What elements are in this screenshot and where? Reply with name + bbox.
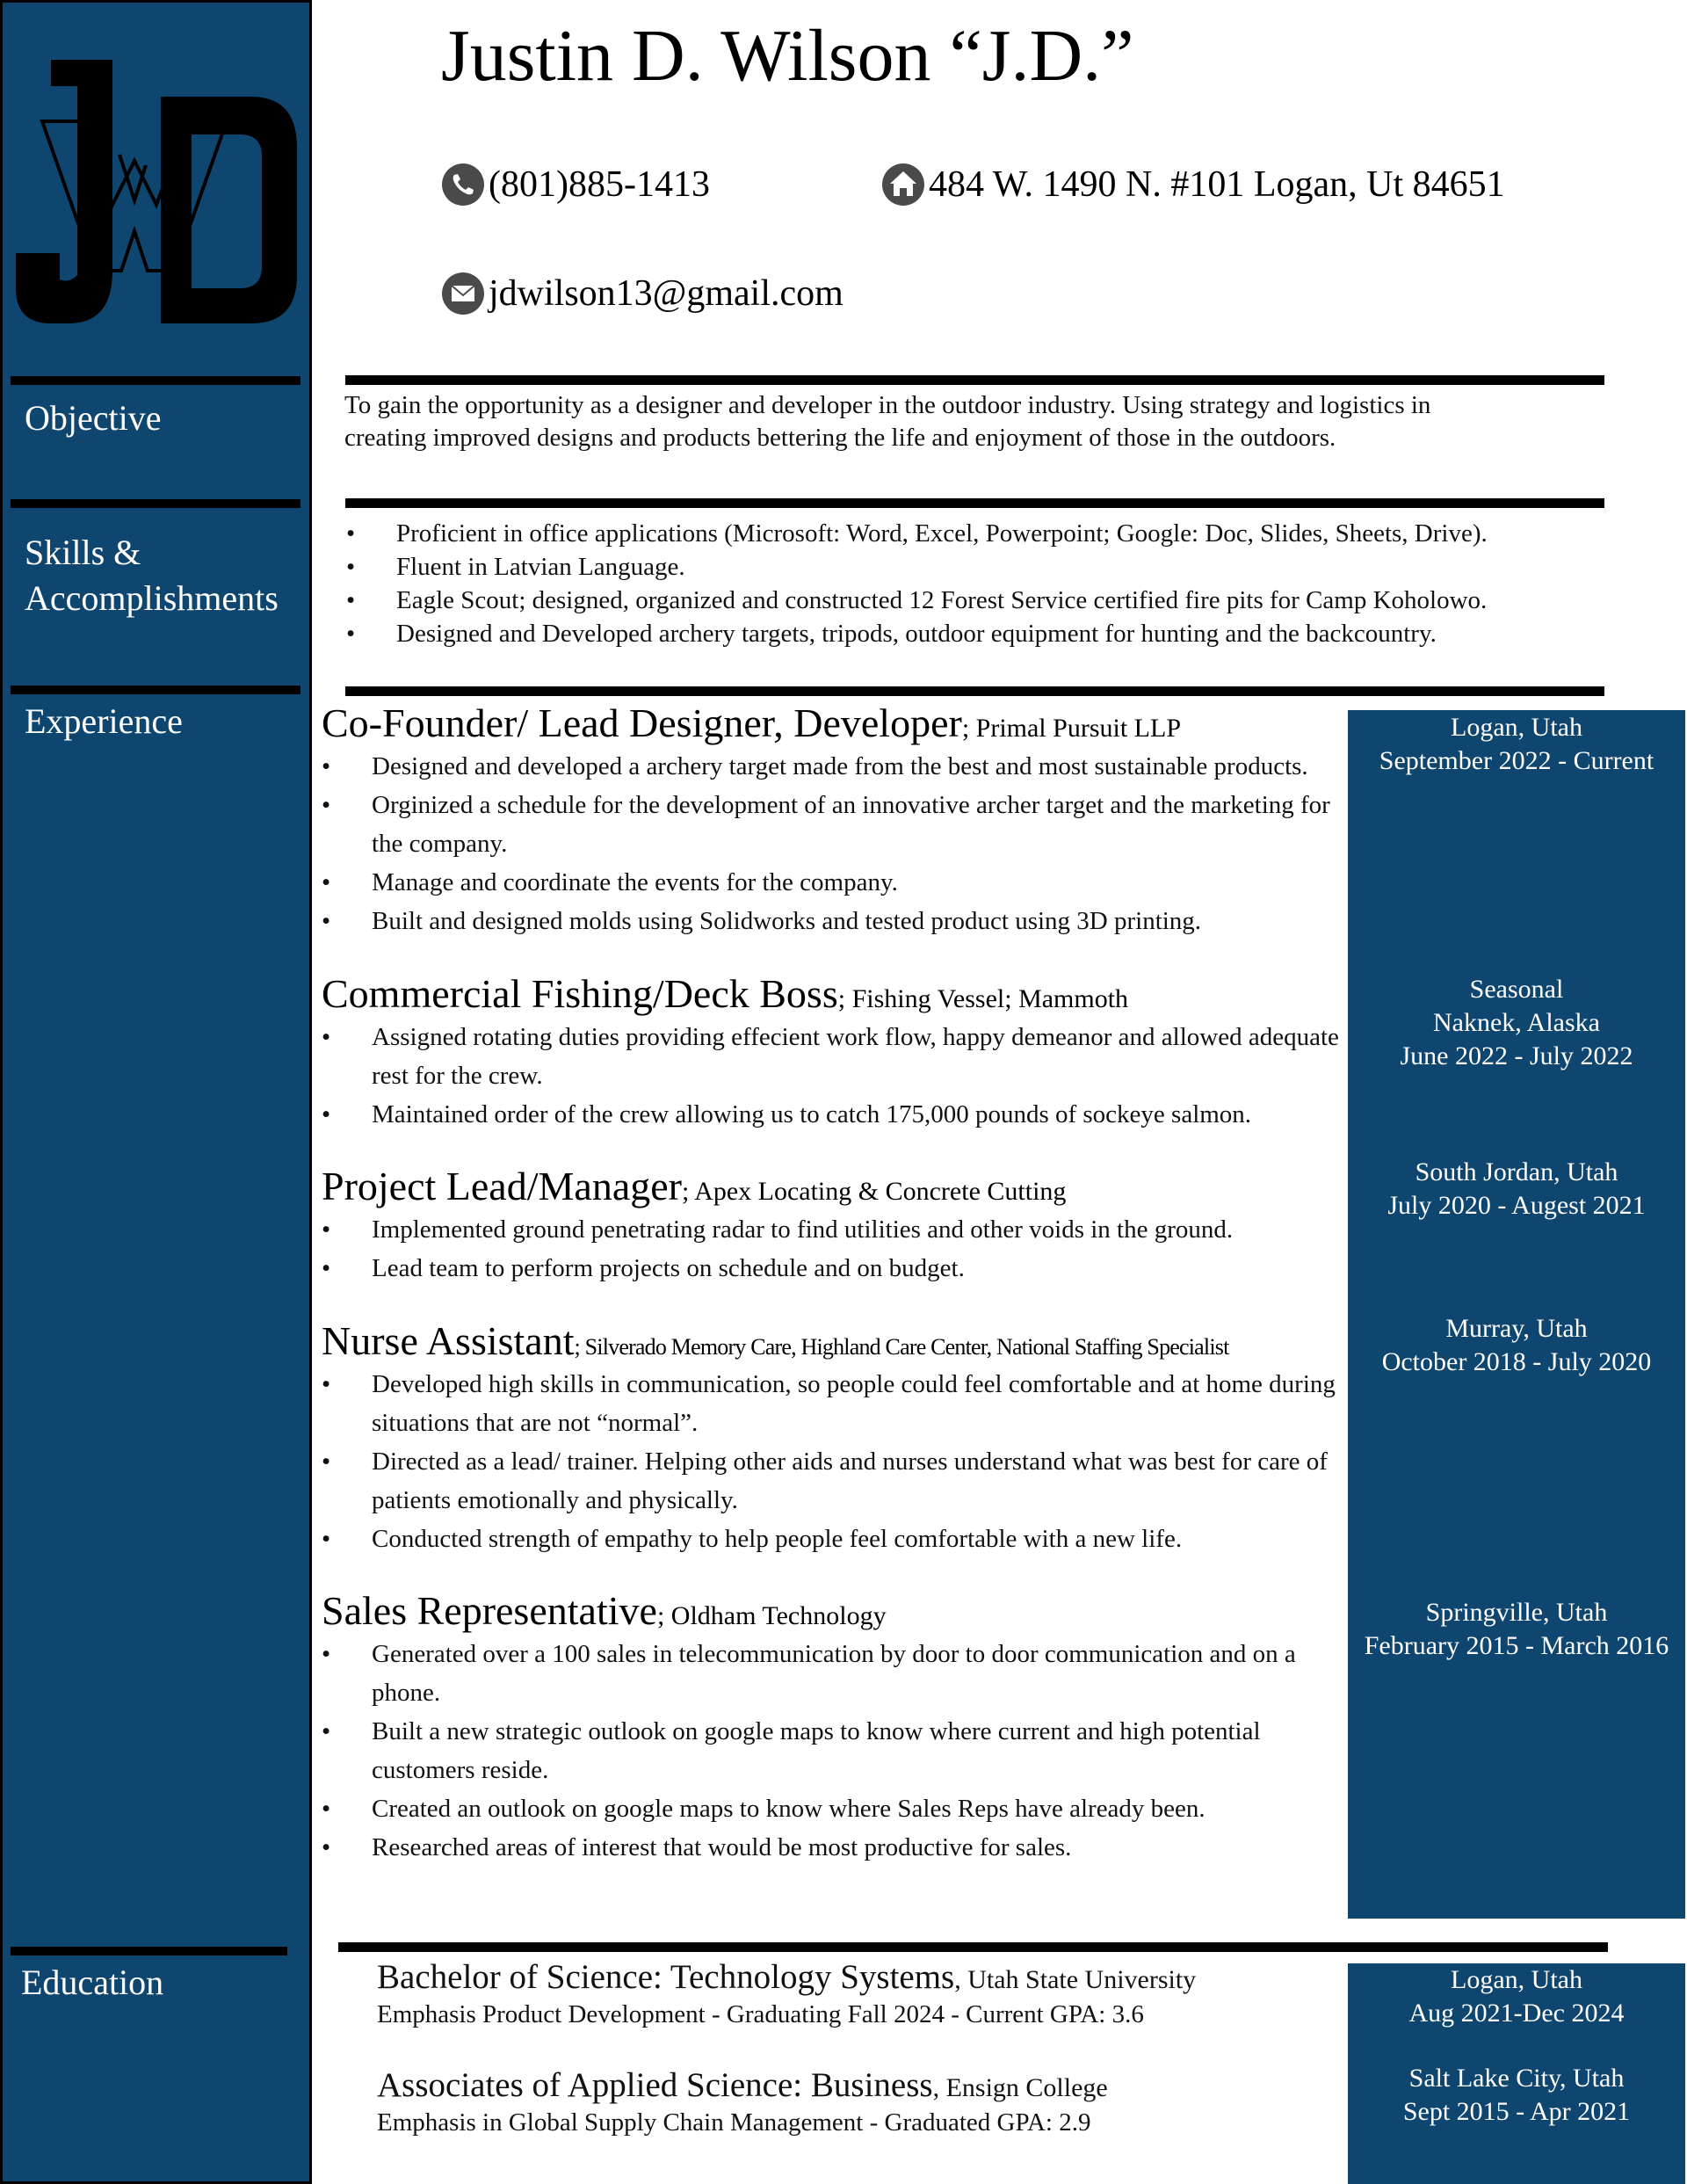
list-item: • Lead team to perform projects on schedule and on budget. xyxy=(322,1249,1345,1288)
resume-name: Justin D. Wilson “J.D.” xyxy=(441,15,1134,97)
jd-monogram-logo xyxy=(16,51,297,332)
job-bullets xyxy=(322,747,1345,940)
rule-education xyxy=(338,1942,1608,1952)
job-entry xyxy=(322,971,1345,1134)
degree-name: Bachelor of Science: Technology Systems xyxy=(377,1958,955,1996)
section-label-education: Education xyxy=(21,1963,164,2002)
home-icon xyxy=(881,163,925,207)
job-location: Murray, Utah xyxy=(1445,1314,1588,1343)
job-title: Nurse Assistant xyxy=(322,1318,575,1363)
degree-line xyxy=(377,1957,1196,1999)
job-dates: February 2015 - March 2016 xyxy=(1364,1631,1669,1660)
education-entry xyxy=(377,1957,1196,2031)
degree-name: Associates of Applied Science: Business xyxy=(377,2066,933,2104)
degree-line xyxy=(377,2065,1108,2107)
job-title: Sales Representative xyxy=(322,1588,657,1633)
job-entry xyxy=(322,1318,1345,1558)
contact-phone xyxy=(441,163,710,207)
education-location: Salt Lake City, Utah xyxy=(1408,2064,1625,2093)
list-item: • Researched areas of interest that would be most productive for sales. xyxy=(322,1828,1345,1867)
list-item: • Designed and developed a archery target made from the best and most sustainable products. xyxy=(322,747,1345,786)
job-location: Naknek, Alaska xyxy=(1433,1008,1600,1037)
list-item: • Conducted strength of empathy to help people feel comfortable with a new life. xyxy=(322,1520,1345,1558)
mail-icon xyxy=(441,272,485,316)
job-location: Springville, Utah xyxy=(1425,1598,1608,1627)
job-dates: July 2020 - Augest 2021 xyxy=(1387,1191,1646,1220)
phone-icon xyxy=(441,163,485,207)
skills-list xyxy=(346,517,1647,650)
sidebar-rule-education xyxy=(11,1947,287,1955)
job-dates: September 2022 - Current xyxy=(1379,746,1654,775)
job-bullets xyxy=(322,1210,1345,1288)
job-title-line xyxy=(322,1588,1345,1635)
education-dates: Sept 2015 - Apr 2021 xyxy=(1402,2097,1631,2126)
job-entry xyxy=(322,1164,1345,1288)
list-item: • Implemented ground penetrating radar to find utilities and other voids in the ground. xyxy=(322,1210,1345,1249)
job-bullets xyxy=(322,1018,1345,1134)
education-meta xyxy=(1348,2062,1685,2129)
objective-text xyxy=(344,389,1618,455)
education-meta xyxy=(1348,1963,1685,2030)
sidebar-rule-objective xyxy=(11,376,300,385)
job-org: ; Apex Locating & Concrete Cutting xyxy=(681,1177,1067,1206)
school-name: , Utah State University xyxy=(954,1965,1197,1994)
job-meta xyxy=(1348,1312,1685,1379)
sidebar-rule-experience xyxy=(11,686,300,694)
phone-number: (801)885-1413 xyxy=(489,164,710,205)
section-label-skills-line1: Skills & xyxy=(25,533,141,572)
list-item: • Fluent in Latvian Language. xyxy=(346,550,1647,584)
education-entry xyxy=(377,2065,1108,2139)
home-address: 484 W. 1490 N. #101 Logan, Ut 84651 xyxy=(929,164,1505,205)
degree-detail: Emphasis Product Development - Graduating Fall 2024 - Current GPA: 3.6 xyxy=(377,1999,1144,2028)
list-item: • Designed and Developed archery targets, tripods, outdoor equipment for hunting and the backcountry. xyxy=(346,617,1647,650)
job-dates: June 2022 - July 2022 xyxy=(1400,1041,1633,1070)
job-bullets xyxy=(322,1365,1345,1558)
job-meta xyxy=(1348,1596,1685,1663)
section-label-objective: Objective xyxy=(25,398,162,438)
list-item: • Generated over a 100 sales in telecommunication by door to door communication and on a phone. xyxy=(322,1635,1345,1712)
list-item: • Directed as a lead/ trainer. Helping other aids and nurses understand what was best for care of patients emotionally and physically. xyxy=(322,1442,1345,1520)
job-title: Project Lead/Manager xyxy=(322,1164,682,1208)
job-location: Logan, Utah xyxy=(1451,713,1582,742)
list-item: • Orginized a schedule for the development of an innovative archer target and the marketing for the company. xyxy=(322,786,1345,863)
job-meta xyxy=(1348,973,1685,1073)
email-address: jdwilson13@gmail.com xyxy=(489,273,844,314)
job-bullets xyxy=(322,1635,1345,1867)
job-entry xyxy=(322,1588,1345,1867)
job-location: South Jordan, Utah xyxy=(1415,1157,1618,1186)
list-item: • Developed high skills in communication, so people could feel comfortable and at home during situations that are not “normal”. xyxy=(322,1365,1345,1442)
job-org: ; Primal Pursuit LLP xyxy=(961,714,1181,743)
job-org: ; Oldham Technology xyxy=(656,1601,887,1630)
list-item: • Assigned rotating duties providing effecient work flow, happy demeanor and allowed adequate rest for the crew. xyxy=(322,1018,1345,1095)
objective-line-1: To gain the opportunity as a designer and developer in the outdoor industry. Using strategy and logistics in xyxy=(344,391,1431,419)
job-meta xyxy=(1348,1156,1685,1223)
list-item: • Manage and coordinate the events for the company. xyxy=(322,863,1345,902)
job-title: Co-Founder/ Lead Designer, Developer xyxy=(322,700,962,745)
list-item: • Created an outlook on google maps to know where Sales Reps have already been. xyxy=(322,1789,1345,1828)
contact-email xyxy=(441,272,844,316)
section-label-skills xyxy=(25,530,279,621)
school-name: , Ensign College xyxy=(932,2073,1108,2102)
list-item: • Eagle Scout; designed, organized and constructed 12 Forest Service certified fire pits for Camp Koholowo. xyxy=(346,584,1647,617)
job-meta xyxy=(1348,711,1685,778)
education-dates: Aug 2021-Dec 2024 xyxy=(1408,1999,1625,2028)
job-title-line xyxy=(322,1164,1345,1210)
list-item: • Built and designed molds using Solidworks and tested product using 3D printing. xyxy=(322,902,1345,940)
rule-experience xyxy=(345,686,1604,696)
job-title-line xyxy=(322,1318,1345,1365)
job-entry xyxy=(322,700,1345,940)
section-label-skills-line2: Accomplishments xyxy=(25,578,279,618)
list-item: • Built a new strategic outlook on google maps to know where current and high potential customers reside. xyxy=(322,1712,1345,1789)
rule-objective xyxy=(345,375,1604,385)
job-org: ; Silverado Memory Care, Highland Care Center, National Staffing Specialist xyxy=(574,1334,1229,1360)
job-org: ; Fishing Vessel; Mammoth xyxy=(837,984,1129,1013)
job-title: Commercial Fishing/Deck Boss xyxy=(322,971,838,1016)
contact-address xyxy=(881,163,1505,207)
education-location: Logan, Utah xyxy=(1451,1965,1582,1994)
job-title-line xyxy=(322,971,1345,1018)
list-item: • Maintained order of the crew allowing us to catch 175,000 pounds of sockeye salmon. xyxy=(322,1095,1345,1134)
objective-line-2: creating improved designs and products bettering the life and enjoyment of those in the outdoors. xyxy=(344,424,1336,453)
job-title-line xyxy=(322,700,1345,747)
sidebar-rule-skills xyxy=(11,499,300,508)
job-season: Seasonal xyxy=(1469,975,1564,1004)
rule-skills xyxy=(345,498,1604,508)
degree-detail: Emphasis in Global Supply Chain Management - Graduated GPA: 2.9 xyxy=(377,2108,1091,2137)
list-item: • Proficient in office applications (Microsoft: Word, Excel, Powerpoint; Google: Doc, Slides, Sheets, Drive). xyxy=(346,517,1647,550)
job-dates: October 2018 - July 2020 xyxy=(1381,1347,1652,1376)
section-label-experience: Experience xyxy=(25,701,183,741)
